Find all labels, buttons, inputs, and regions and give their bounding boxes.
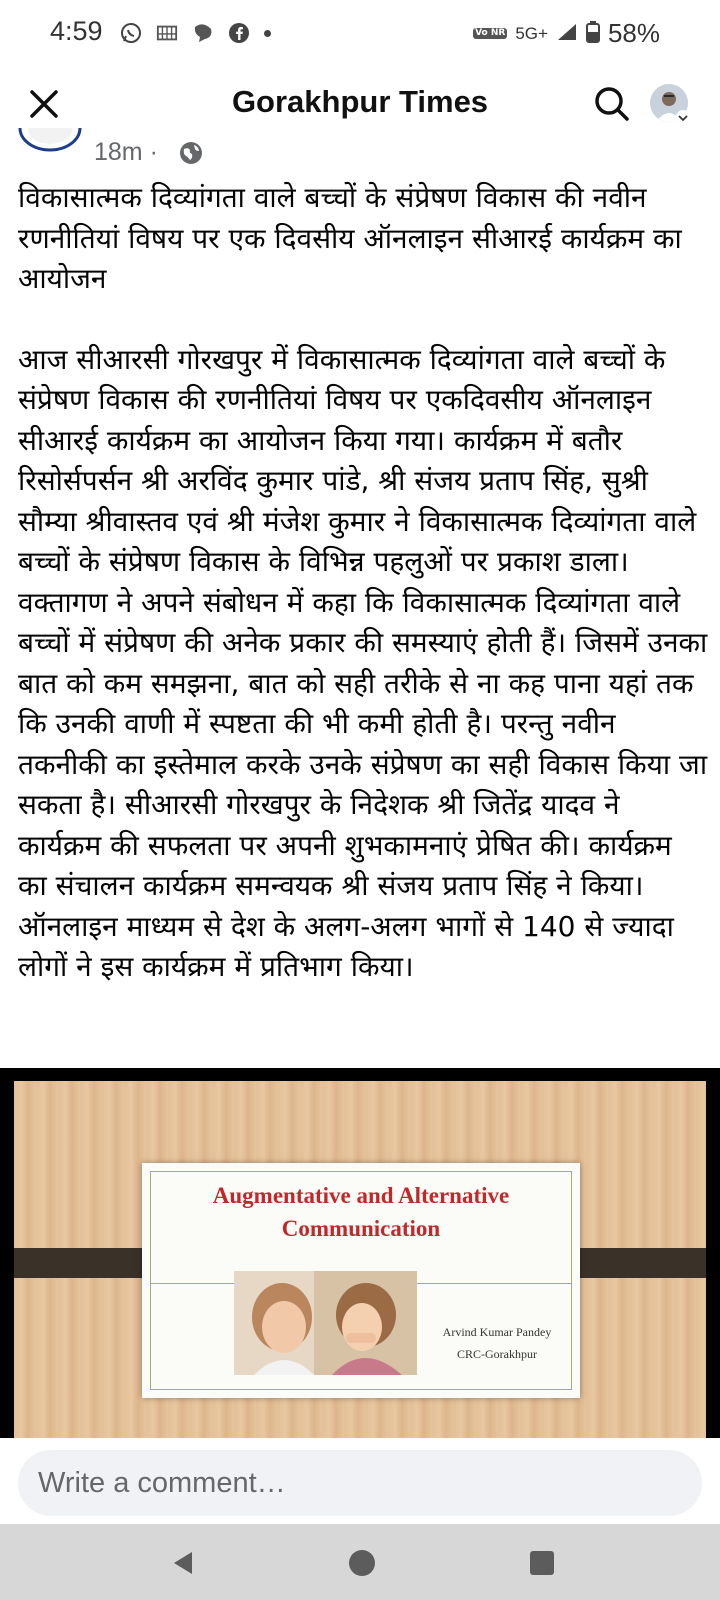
whatsapp-icon xyxy=(120,22,142,44)
chevron-down-icon xyxy=(676,111,690,125)
battery-icon xyxy=(586,21,600,47)
back-icon xyxy=(168,1548,198,1578)
post-text xyxy=(18,178,708,988)
search-button[interactable] xyxy=(592,84,632,124)
slide-author-org: CRC-Gorakhpur xyxy=(457,1347,537,1361)
status-notification-icons xyxy=(120,22,271,44)
account-menu-caret[interactable] xyxy=(676,110,690,124)
home-icon xyxy=(347,1548,377,1578)
app-header xyxy=(0,72,720,138)
system-navigation-bar xyxy=(0,1524,720,1600)
search-icon xyxy=(592,84,632,124)
comment-input[interactable] xyxy=(18,1450,702,1516)
slide-author xyxy=(422,1321,572,1365)
notification-dot-icon xyxy=(264,30,271,37)
slide-band-left xyxy=(14,1248,152,1278)
post-body-text: आज सीआरसी गोरखपुर में विकासात्मक दिव्यांगता वाले बच्चों के संप्रेषण विकास की रणनीतियां विषय पर एकदिवसीय ऑनलाइन सीआरई कार्यक्रम का आयोजन किया गया। कार्यक्रम में बतौर रिसोर्सपर्सन श्री अरविंद कुमार पांडे, श्री संजय प्रताप सिंह, सुश्री सौम्या श्रीवास्तव एवं श्री मंजेश कुमार ने विकासात्मक दिव्यांगता वाले बच्चों के संप्रेषण विकास के विभिन्न पहलुओं पर प्रकाश डाला। वक्तागण ने अपने संबोधन में कहा कि विकासात्मक दिव्यांगता वाले बच्चों में संप्रेषण की अनेक प्रकार की समस्याएं होती हैं। जिसमें उनका बात को कम समझना, बात को सही तरीके से ना कह पाना यहां तक कि उनकी वाणी में स्पष्टता की भी कमी होती है। परन्तु नवीन तकनीकी का इस्तेमाल करके उनके संप्रेषण का सही विकास किया जा सकता है। सीआरसी गोरखपुर के निदेशक श्री जितेंद्र यादव ने कार्यक्रम की सफलता पर अपनी शुभकामनाएं प्रेषित की। कार्यक्रम का संचालन कार्यक्रम समन्वयक श्री संजय प्रताप सिंह ने किया। ऑनलाइन माध्यम से देश के अलग-अलग भागों से 140 से ज्यादा लोगों ने इस कार्यक्रम में प्रतिभाग किया। xyxy=(18,342,708,983)
post-timestamp[interactable]: 18m · xyxy=(94,138,158,166)
post-image[interactable] xyxy=(0,1068,720,1438)
slide-photo xyxy=(234,1271,417,1375)
comment-bar xyxy=(0,1438,720,1524)
status-bar xyxy=(0,0,720,72)
status-time: 4:59 xyxy=(50,16,103,46)
volte-badge: Vo NR xyxy=(475,28,506,38)
facebook-icon xyxy=(228,22,250,44)
home-button[interactable] xyxy=(347,1548,377,1578)
page-title: Gorakhpur Times xyxy=(231,84,489,119)
recents-icon xyxy=(527,1548,557,1578)
signal-icon xyxy=(556,22,578,46)
chat-bubble-icon xyxy=(192,22,214,44)
back-button[interactable] xyxy=(168,1548,198,1578)
post-heading: विकासात्मक दिव्यांगता वाले बच्चों के संप्रेषण विकास की नवीन रणनीतियां विषय पर एक दिवसीय ऑनलाइन सीआरई कार्यक्रम का आयोजन xyxy=(18,181,682,295)
status-system-indicators xyxy=(473,18,660,49)
page-logo[interactable] xyxy=(18,128,82,162)
slide-author-name: Arvind Kumar Pandey xyxy=(442,1325,552,1339)
recents-button[interactable] xyxy=(527,1548,557,1578)
network-type: 5G+ xyxy=(515,23,548,43)
post-meta xyxy=(18,138,718,170)
gallery-icon xyxy=(156,22,178,44)
battery-percent: 58% xyxy=(607,18,660,48)
slide-card xyxy=(142,1163,580,1398)
globe-icon xyxy=(178,140,204,166)
slide-title: Augmentative and Alternative Communication xyxy=(212,1183,510,1241)
